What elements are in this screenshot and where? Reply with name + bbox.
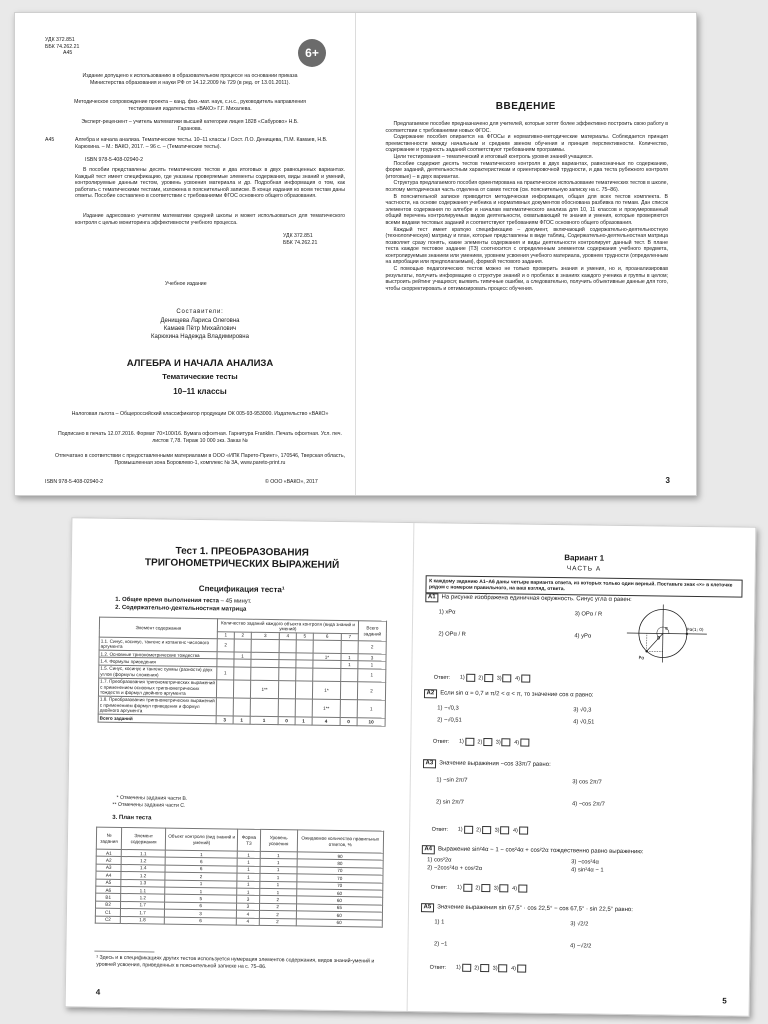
matrix-row-total: 10 xyxy=(357,718,385,726)
matrix-cell: 3 xyxy=(216,716,233,724)
answer-num: 1) xyxy=(455,965,461,972)
svg-text:α: α xyxy=(664,626,668,632)
plan-cell: А3 xyxy=(96,864,121,872)
plan-cell: 1.4 xyxy=(121,864,165,872)
matrix-cell: 1 xyxy=(233,716,250,724)
answer-checkbox[interactable] xyxy=(484,674,493,682)
plan-cell: 1.2 xyxy=(121,872,165,880)
answer-checkbox[interactable] xyxy=(502,738,511,746)
test-title-line-1: Тест 1. ПРЕОБРАЗОВАНИЯ xyxy=(175,545,309,559)
plan-header: Элемент содержания xyxy=(121,827,165,850)
matrix-cell xyxy=(278,680,295,698)
answer-checkbox[interactable] xyxy=(503,674,512,682)
answer-checkbox[interactable] xyxy=(481,884,490,892)
matrix-cell xyxy=(296,640,313,653)
answer-num: 1) xyxy=(459,675,465,682)
plan-cell: 70 xyxy=(297,874,383,883)
udk-code: УДК 372.851 xyxy=(45,37,75,43)
plan-cell: 2 xyxy=(259,903,296,911)
task-text: На рисунке изображена единичная окружность. Синус угла α равен: xyxy=(441,594,632,604)
plan-cell: В2 xyxy=(95,901,120,909)
answer-checkbox[interactable] xyxy=(483,738,492,746)
option: 2) −2cos²4α + cos²2α xyxy=(427,865,483,873)
option: 1) −√0,3 xyxy=(437,705,459,712)
task-a1 xyxy=(424,593,743,677)
answer-num: 3) xyxy=(496,675,502,682)
plan-header: Ожидаемое количество правильных ответов, % xyxy=(297,830,384,853)
plan-cell: 1.1 xyxy=(121,849,165,857)
task-a3 xyxy=(422,759,740,825)
option: 3) OPα / R xyxy=(574,611,603,618)
instruction-box: К каждому заданию А1–А6 даны четыре варианта ответа, из которых только один верный. Поставьте знак «×» в клеточке рядом с номером правильного, на ваш взгляд, ответа. xyxy=(425,575,743,598)
task-text: Выражение sin²4α − 1 − cos²4α + cos²2α тождественно равно выражению: xyxy=(437,846,644,856)
matrix-row-total: 1 xyxy=(357,700,385,719)
matrix-cell xyxy=(313,640,341,653)
plan-cell: 70 xyxy=(297,867,383,876)
isbn-line: ISBN 978-5-408-02940-2 xyxy=(85,157,143,163)
classification-block xyxy=(45,37,79,57)
plan-cell: 3 xyxy=(164,909,236,917)
plan-cell: 1 xyxy=(165,880,237,888)
answer-row-a5 xyxy=(430,963,528,972)
matrix-cell xyxy=(216,698,233,716)
matrix-row-label: 1.7. Преобразования тригонометрических выражений с применением основных тригонометрических тождеств и формул двойного аргумента xyxy=(99,678,215,696)
imprint-page xyxy=(15,13,356,495)
plan-cell: 1 xyxy=(165,850,237,858)
answer-num: 2) xyxy=(475,885,481,892)
bbk-code-repeat: ББК 74.262.21 xyxy=(283,240,318,246)
plan-cell: 1 xyxy=(237,888,260,896)
matrix-row-total: 1 xyxy=(358,661,386,669)
plan-cell: 60 xyxy=(296,896,382,905)
page-number-3: 3 xyxy=(665,476,670,485)
answer-checkbox[interactable] xyxy=(463,884,472,892)
matrix-row-label: 1.8. Преобразования тригонометрических выражений с применением формул приведения и формул двойного аргумента xyxy=(98,696,216,716)
tax-note: Налоговая льгота – Общероссийский классификатор продукции ОК 005-93-953000. Издательство «ВАКО» xyxy=(71,411,329,417)
answer-num: 1) xyxy=(457,827,463,834)
answer-checkbox[interactable] xyxy=(465,738,474,746)
option: 3) cos 2π/7 xyxy=(572,779,602,786)
plan-cell: 2 xyxy=(165,872,237,880)
answer-checkbox[interactable] xyxy=(480,964,489,972)
answer-row-a1 xyxy=(434,673,532,682)
biblio-code: А45 xyxy=(45,137,55,143)
book-spread-pages-4-5 xyxy=(65,517,757,1017)
udk-code-repeat: УДК 372.851 xyxy=(283,233,313,239)
plan-cell: 65 xyxy=(296,904,382,913)
book-title: АЛГЕБРА И НАЧАЛА АНАЛИЗА xyxy=(126,358,274,369)
matrix-cell xyxy=(279,640,296,653)
matrix-cell: 1 xyxy=(250,716,278,724)
matrix-header-total: Всего заданий xyxy=(358,621,386,642)
matrix-cell xyxy=(234,639,251,652)
matrix-heading: 2. Содержательно-деятельностная матрица xyxy=(115,604,247,613)
bibliographic-record: Алгебра и начала анализа. Тематические тесты. 10–11 классы / Сост. Л.О. Денищева, П.М. Камаев, Н.В. Карюхина. – М.: ВАКО, 2017. – 96 с. – (Тематические тесты). xyxy=(75,137,328,150)
plan-cell: 6 xyxy=(164,917,236,925)
answer-label: Ответ: xyxy=(429,964,447,971)
svg-text:O: O xyxy=(656,636,660,642)
answer-num: 4) xyxy=(514,739,520,746)
isbn-bottom: ISBN 978-5-408-02940-2 xyxy=(45,479,103,485)
task-a4 xyxy=(421,845,739,883)
plan-cell: 3 xyxy=(237,903,260,911)
plan-cell: А6 xyxy=(96,886,121,894)
plan-cell: 5 xyxy=(165,895,237,903)
matrix-col-header: 1 xyxy=(217,632,234,640)
matrix-cell xyxy=(251,639,279,652)
answer-checkbox[interactable] xyxy=(521,675,530,683)
footnote: ¹ Здесь и в спецификациях других тестов используется нумерация элементов содержания, видов знаний-умений и уровней усвоения, приведенных в пояснительной записке на с. 75–86. xyxy=(96,954,375,970)
figure-point-label: Pα(1; 0) xyxy=(686,626,704,633)
matrix-cell xyxy=(341,641,358,654)
plan-cell: 1 xyxy=(259,888,296,896)
plan-cell: 1.7 xyxy=(121,901,165,909)
plan-cell: 1 xyxy=(237,866,260,874)
answer-row-a4 xyxy=(431,883,529,892)
matrix-cell: 1 xyxy=(234,652,251,660)
matrix-cell: 0 xyxy=(278,717,295,725)
content-activity-matrix xyxy=(98,617,387,727)
matrix-col-header: 3 xyxy=(251,632,279,640)
task-label: А2 xyxy=(423,689,437,699)
intro-paragraph: Каждый тест имеет краткую спецификацию – документ, включающий содержательно-деятельностную (технологическую) матрицу и план, которые представлены в виде таблиц. Содержательно-деятельностная матрица позволяет сразу понять, какие элементы содержания и виды деятельности контролирует данный тест. В плане теста каждое тестовое задание (ТЗ) соотносится с определенным элементом содержания учебного предмета, контролируемым знанием или умением, уровнем усвоения учебного материала, уровнем трудности (определенным на апробации или предполагаемым), формой тестового задания. xyxy=(385,226,668,266)
matrix-cell xyxy=(233,698,250,716)
task-label: А3 xyxy=(422,759,436,769)
intro-paragraph: Структура предлагаемого пособия ориентирована на практическое использование тематических тестов в школе, поэтому методическая часть отделена от самих тестов (см. пояснительную записку на с. 75–86). xyxy=(385,180,668,193)
answer-label: Ответ: xyxy=(432,738,450,745)
option: 4) −√2/2 xyxy=(569,943,592,950)
test-specification-page xyxy=(66,518,414,1011)
matrix-col-header: 5 xyxy=(296,633,313,641)
matrix-col-header: 7 xyxy=(341,633,358,641)
plan-cell: А1 xyxy=(96,849,121,857)
introduction-page xyxy=(356,13,697,495)
matrix-cell: 1 xyxy=(341,661,358,669)
plan-cell: 6 xyxy=(165,902,237,910)
plan-cell: 70 xyxy=(296,882,382,891)
answer-num: 2) xyxy=(474,965,480,972)
answer-num: 1) xyxy=(458,739,464,746)
answer-num: 4) xyxy=(511,965,517,972)
compiler-3: Карюхина Надежда Владимировна xyxy=(151,334,249,340)
plan-body xyxy=(95,849,383,927)
plan-cell: 1.2 xyxy=(121,894,165,902)
test-title-line-2: ТРИГОНОМЕТРИЧЕСКИХ ВЫРАЖЕНИЙ xyxy=(144,557,340,571)
plan-cell: 1 xyxy=(260,874,297,882)
answer-checkbox[interactable] xyxy=(500,884,509,892)
page-number-4: 4 xyxy=(95,987,101,997)
plan-cell: 1.2 xyxy=(121,857,165,865)
answer-checkbox[interactable] xyxy=(464,826,473,834)
answer-num: 3) xyxy=(492,965,498,972)
plan-cell: 1 xyxy=(237,851,260,859)
answer-label: Ответ: xyxy=(430,884,448,891)
option: 4) √0,51 xyxy=(573,719,595,726)
note-part-c: ** Отмечены задания части С. xyxy=(112,801,186,809)
note-part-b: * Отмечены задания части В. xyxy=(116,794,188,802)
option: 1) xPα xyxy=(438,609,456,616)
task-a5 xyxy=(420,903,738,965)
plan-header: Уровень усвоения xyxy=(260,829,297,852)
matrix-col-header: 4 xyxy=(279,632,296,640)
answer-num: 2) xyxy=(478,675,484,682)
matrix-row-label: Всего заданий xyxy=(98,714,216,723)
task-text: Значение выражения sin 67,5° · cos 22,5° − cos 67,5° · sin 22,5° равно: xyxy=(437,904,633,914)
answer-checkbox[interactable] xyxy=(500,826,509,834)
compilers-heading: Составители: xyxy=(176,309,224,315)
option: 3) −cos²4α xyxy=(571,859,599,866)
intro-paragraph: Цели тестирования – тематический и итоговый контроль уровня знаний учащихся. xyxy=(393,153,594,160)
matrix-cell: 1* xyxy=(313,653,341,661)
answer-checkbox[interactable] xyxy=(517,965,526,973)
compiler-1: Денищева Лариса Олеговна xyxy=(160,318,240,324)
footnote-divider xyxy=(94,951,154,953)
plan-cell: А5 xyxy=(96,879,121,887)
answer-checkbox[interactable] xyxy=(518,885,527,893)
plan-cell: 4 xyxy=(237,910,260,918)
introduction-heading: ВВЕДЕНИЕ xyxy=(495,101,556,112)
matrix-cell: 1* xyxy=(312,681,340,700)
matrix-cell xyxy=(295,699,312,717)
matrix-cell xyxy=(234,667,251,680)
plan-cell: 1.1 xyxy=(121,887,165,895)
test-plan-table xyxy=(95,827,384,928)
plan-cell: 1 xyxy=(165,887,237,895)
answer-row-a3 xyxy=(432,825,530,834)
option: 2) OPα / R xyxy=(438,631,466,638)
matrix-cell: 2 xyxy=(217,639,234,652)
plan-cell: 60 xyxy=(296,911,382,920)
matrix-cell xyxy=(340,699,357,717)
answer-num: 4) xyxy=(512,885,518,892)
plan-cell: 60 xyxy=(296,919,382,928)
matrix-row-label: 1.5. Синус, косинус и тангенс суммы (разности) двух углов (формулы сложения) xyxy=(99,665,217,679)
matrix-cell xyxy=(216,679,233,697)
option: 1) −sin 2π/7 xyxy=(436,777,468,784)
matrix-cell xyxy=(313,668,341,681)
option: 3) √0,3 xyxy=(573,707,592,714)
reviewer-note: Эксперт-рецензент – учитель математики высшей категории лицея 1828 «Сабурово» Н.Б. Гаранова. xyxy=(81,119,299,132)
matrix-cell: 1 xyxy=(295,717,312,725)
task-label: А4 xyxy=(421,845,435,855)
intro-paragraph: Предлагаемое пособие предназначено для учителей, которые хотят более эффективно построить свою работу в соответствии с требованиями новых ФГОС. xyxy=(385,121,669,134)
printer-info: Отпечатано в соответствии с предоставленными материалами в ООО «ИПК Парето-Принт», 170546, Тверская область, Промышленная зона Боровлево-1, комплекс № 3А, www.pareto-print.ru xyxy=(54,453,346,466)
page-number-5: 5 xyxy=(722,996,727,1006)
plan-cell: А4 xyxy=(96,871,121,879)
plan-cell: 1.8 xyxy=(120,916,164,924)
introduction-body xyxy=(386,121,669,292)
matrix-cell: 0 xyxy=(340,718,357,726)
answer-num: 3) xyxy=(494,827,500,834)
plan-cell: 6 xyxy=(165,857,237,865)
book-spread-pages-2-3 xyxy=(14,12,697,496)
matrix-cell xyxy=(296,668,313,681)
task-text: Если sin α = 0,7 и π/2 < α < π, то значение cos α равно: xyxy=(440,690,594,699)
answer-checkbox[interactable] xyxy=(466,674,475,682)
matrix-cell xyxy=(251,667,279,680)
age-rating-badge: 6+ xyxy=(298,39,326,67)
copyright: © ООО «ВАКО», 2017 xyxy=(265,479,318,485)
author-mark: А45 xyxy=(63,50,73,57)
matrix-row-total: 3 xyxy=(358,654,386,662)
answer-num: 3) xyxy=(495,739,501,746)
total-time-label: 1. Общее время выполнения теста xyxy=(115,596,220,605)
matrix-row-label: 1.4. Формулы приведения xyxy=(99,658,217,667)
matrix-cell xyxy=(340,681,357,699)
answer-label: Ответ: xyxy=(431,826,449,833)
intro-paragraph: С помощью педагогических тестов можно не только проверить знания и умения, но и, проанализировав результаты, получить информацию о структуре знаний и о пробелах в знаниях каждого ученика и группы в целом; выстроить рейтинг учащихся; выявить типичные ошибки, а следовательно, получить объективные данные для того, чтобы скорректировать и оптимизировать процесс обучения. xyxy=(385,266,668,292)
plan-cell: 4 xyxy=(236,918,259,926)
plan-cell: 1.7 xyxy=(121,909,165,917)
matrix-cell: 4 xyxy=(312,717,340,725)
matrix-row-label: 1.1. Синус, косинус, тангенс и котангенс числового аргумента xyxy=(99,637,217,651)
plan-cell: 2 xyxy=(259,911,296,919)
matrix-col-header: 6 xyxy=(313,633,341,641)
plan-cell: 80 xyxy=(297,859,383,868)
option: 1) 1 xyxy=(434,919,445,926)
matrix-cell: 1 xyxy=(217,667,234,680)
matrix-cell: 1** xyxy=(312,699,340,718)
option: 2) −1 xyxy=(433,941,448,948)
plan-header: № задания xyxy=(96,827,121,849)
answer-num: 3) xyxy=(493,885,499,892)
option: 2) −√0,51 xyxy=(437,717,462,724)
task-a2 xyxy=(423,689,741,741)
answer-row-a2 xyxy=(433,737,531,746)
task-text: Значение выражения −cos 33π/7 равно: xyxy=(439,760,551,768)
plan-header: Форма ТЗ xyxy=(238,829,261,851)
total-time-value: – 45 минут. xyxy=(220,598,252,605)
matrix-row-total: 2 xyxy=(358,641,386,654)
matrix-cell xyxy=(279,667,296,680)
variant-title: Вариант 1 xyxy=(564,553,605,563)
plan-cell: 1 xyxy=(237,858,260,866)
matrix-header-count: Количество заданий каждого объекта контроля (вида знаний и умений) xyxy=(217,619,358,634)
matrix-col-header: 2 xyxy=(234,632,251,640)
answer-checkbox[interactable] xyxy=(520,739,529,747)
option: 4) yPα xyxy=(574,633,592,640)
intro-paragraph: В пояснительной записке приводится методическая информация, общая для всех тестов комплекта. В частности, на основе содержания учебника и нормативных документов обоснована разбивка по темам. Дан список элементов содержания по алгебре и началам математического анализа для 10, 11 классов и прокумерованный общий перечень контролируемых видов деятельности, охватывающий те знания и умения, которые проверяются всеми видами тестовых заданий и соответствуют требованиям ФГОС основного общего образования. xyxy=(385,193,668,226)
plan-cell: С1 xyxy=(95,908,120,916)
approval-note: Издание допущено к использованию в образовательном процессе на основании приказа Министерства образования и науки РФ от 14.12.2009 № 729 (в ред. от 13.01.2011). xyxy=(82,73,298,86)
plan-heading: 3. План теста xyxy=(112,814,152,822)
book-subtitle: Тематические тесты xyxy=(162,372,238,381)
plan-cell: 1 xyxy=(237,881,260,889)
variant-page xyxy=(407,523,755,1016)
option: 4) −cos 2π/7 xyxy=(571,801,605,808)
answer-label: Ответ: xyxy=(433,674,451,682)
plan-cell: 6 xyxy=(165,865,237,873)
answer-num: 2) xyxy=(476,827,482,834)
option: 4) sin²4α − 1 xyxy=(571,867,604,874)
content-matrix-table-wrap xyxy=(98,617,387,727)
plan-cell: 1 xyxy=(260,851,297,859)
matrix-cell xyxy=(295,681,312,699)
answer-checkbox[interactable] xyxy=(519,827,528,835)
answer-checkbox[interactable] xyxy=(482,826,491,834)
intro-paragraph: Пособие содержит десять тестов тематического контроля в двух вариантах, равнозначных по содержанию, форме заданий, деятельностным характеристикам и ориентировочной трудности, и два теста рубежного контроля (итоговые) – в двух вариантах. xyxy=(385,160,668,180)
matrix-cell xyxy=(278,699,295,717)
task-label: А5 xyxy=(420,903,434,913)
plan-cell: 3 xyxy=(237,896,260,904)
method-support-note: Методическое сопровождение проекта – канд. физ.-мат. наук, с.н.с., руководитель направления тестирования издательства «ВАКО» Г.Г. Михалева. xyxy=(74,99,306,112)
matrix-cell: 1 xyxy=(341,654,358,662)
plan-cell: 1 xyxy=(237,873,260,881)
plan-table-wrap xyxy=(95,827,384,928)
edition-type: Учебное издание xyxy=(165,281,207,287)
print-info: Подписано в печать 12.07.2016. Формат 70×100/16. Бумага офсетная. Гарнитура Franklin. Печать офсетная. Усл. печ. листов 7,78. Тираж 10 000 экз. Заказ № xyxy=(58,431,342,444)
plan-cell: 1.3 xyxy=(121,879,165,887)
option: 2) sin 2π/7 xyxy=(435,799,464,806)
plan-cell: 1 xyxy=(260,866,297,874)
plan-cell: 1 xyxy=(259,881,296,889)
intro-paragraph: Содержание пособия опирается на ФГОСы и нормативно-методические материалы. Соблюдается принцип преемственности между начальным и средним звеном обучения и принцип перспективности. Количество, содержание и трудность заданий соответствуют требованиям программы. xyxy=(385,134,668,154)
plan-cell: 1 xyxy=(260,859,297,867)
svg-text:Pα: Pα xyxy=(637,656,644,662)
plan-header: Объект контроля (вид знаний и умений) xyxy=(165,828,237,851)
option: 3) √2/2 xyxy=(570,921,589,928)
answer-num: 4) xyxy=(512,827,518,834)
matrix-row-total: 1 xyxy=(358,669,386,682)
plan-cell: В1 xyxy=(96,894,121,902)
matrix-header-content: Элемент содержания xyxy=(99,617,217,639)
matrix-row-label: 1.2. Основные тригонометрические тождества xyxy=(99,650,217,659)
part-title: ЧАСТЬ А xyxy=(566,565,602,573)
answer-checkbox[interactable] xyxy=(462,964,471,972)
annotation-paragraph-2: Издание адресовано учителям математики средней школы и может использоваться для тематического контроля с целью мониторинга эффективности учебного процесса. xyxy=(75,213,345,226)
plan-cell: С2 xyxy=(95,916,120,924)
matrix-body xyxy=(98,637,386,725)
unit-circle-figure xyxy=(622,602,715,665)
matrix-cell xyxy=(233,680,250,698)
task-label: А1 xyxy=(425,593,439,603)
annotation-paragraph-1: В пособии представлены десять тематических тестов и два итоговых в двух равноценных вариантах. Каждый тест имеет спецификацию, где указаны проверяемые элементы содержания, виды знаний и умений, контролируемые данным тестом, уровень усвоения материала и др. Подробная информация о том, как работать с тематическими тестами, изложена в пояснительной записке. В конце издания ко всем тестам даны ответы. Пособие составлено в соответствии с требованиями ФГОС основного общего образования. xyxy=(75,167,345,200)
plan-cell: 60 xyxy=(296,889,382,898)
answer-num: 4) xyxy=(515,675,521,682)
option: 1) cos²2α xyxy=(427,857,452,864)
matrix-cell xyxy=(341,668,358,681)
plan-cell: 2 xyxy=(259,918,296,926)
matrix-row-total: 2 xyxy=(357,681,385,700)
plan-cell: 90 xyxy=(297,852,383,861)
plan-cell: А2 xyxy=(96,857,121,865)
bbk-code: ББК 74.262.21 xyxy=(45,43,80,50)
compiler-2: Камаев Пётр Михайлович xyxy=(163,326,237,332)
specification-title: Спецификация теста¹ xyxy=(198,584,285,595)
matrix-cell: 1** xyxy=(250,680,278,699)
plan-cell: 2 xyxy=(259,896,296,904)
answer-checkbox[interactable] xyxy=(499,964,508,972)
answer-num: 2) xyxy=(477,739,483,746)
answer-num: 1) xyxy=(456,885,462,892)
grades: 10–11 классы xyxy=(173,387,227,396)
matrix-cell xyxy=(250,698,278,717)
